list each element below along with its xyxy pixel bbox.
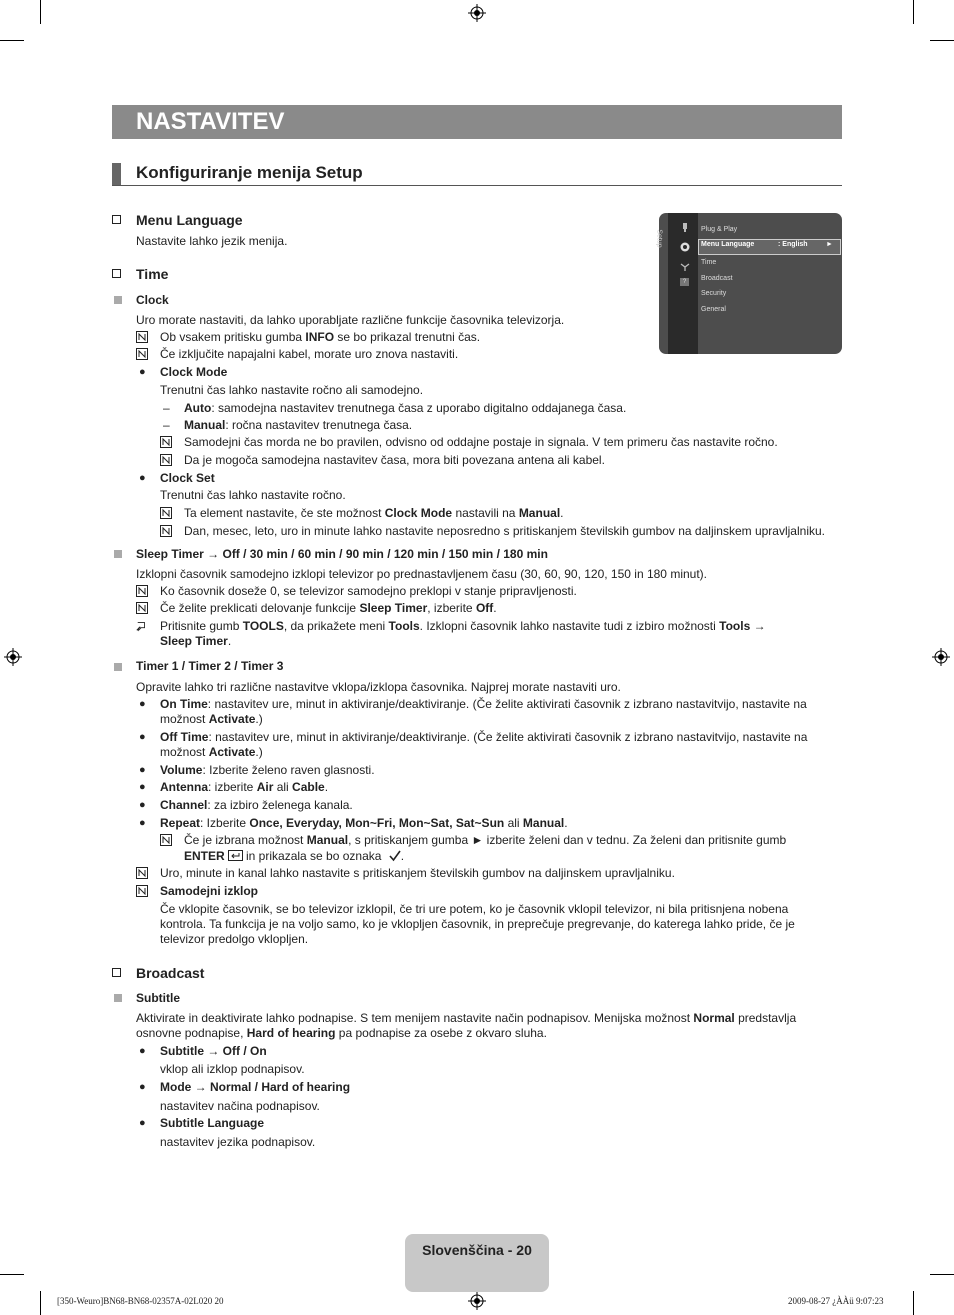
osd-arrow-right-icon: ► (826, 241, 833, 248)
auto-off-text: Če vklopite časovnik, se bo televizor izklopil, če tri ure potem, ko je časovnik vklopil televizor, ni bila pritisnjena nobena kontrola. Ta funkcija je na voljo samo, ko je vklopljen časovnik, in preprečuje pregrevanje, do katerega lahko pride, če je televizor predolgo vklopljen. (160, 902, 795, 946)
note-icon (136, 885, 148, 897)
checkmark-icon (389, 850, 401, 861)
clock-mode-note-2: Da je mogoča samodejna nastavitev časa, mora biti povezana antena ali kabel. (184, 453, 605, 467)
clock-set-note-2: Dan, mesec, leto, uro in minute lahko nastavite neposredno s pritiskanjem številskih gumbov na daljinskem upravljalniku. (184, 524, 825, 538)
crop-mark (930, 40, 954, 41)
page-number: Slovenščina - 20 (422, 1242, 532, 1258)
square-bullet-icon (114, 550, 122, 558)
square-bullet-icon (114, 994, 122, 1002)
square-bullet-icon (114, 663, 122, 671)
osd-item-menu-language: Menu Language (701, 241, 755, 248)
subtitle-onoff-text: vklop ali izklop podnapisov. (160, 1062, 305, 1076)
osd-item-time: Time (701, 259, 717, 266)
subtitle-language-text: nastavitev jezika podnapisov. (160, 1135, 316, 1149)
registration-mark-icon (932, 648, 950, 666)
divider (112, 185, 842, 186)
subtitle-mode-heading: Mode → Normal / Hard of hearing (160, 1080, 351, 1094)
crop-mark (913, 1291, 914, 1315)
subtitle-heading: Subtitle (136, 991, 180, 1005)
clock-mode-heading: Clock Mode (160, 365, 228, 379)
clock-heading: Clock (136, 293, 169, 307)
sleep-timer-text: Izklopni časovnik samodejno izklopi televizor po prednastavljenem času (30, 60, 90, 120, 150 in 180 minut). (136, 567, 707, 581)
clock-set-text: Trenutni čas lahko nastavite ročno. (160, 488, 346, 502)
registration-mark-icon (4, 648, 22, 666)
auto-off-heading: Samodejni izklop (160, 884, 259, 898)
osd-item-general: General (701, 306, 726, 313)
clock-mode-note-1: Samodejni čas morda ne bo pravilen, odvisno od oddajne postaje in signala. V tem primeru čas nastavite ročno. (184, 435, 778, 449)
bullet-icon: ● (139, 781, 146, 793)
registration-mark-icon (468, 1292, 486, 1310)
sleep-timer-tools-note-cont: Sleep Timer. (160, 634, 232, 648)
timer-on-time-cont: možnost Activate.) (160, 712, 263, 726)
subtitle-mode-text: nastavitev načina podnapisov. (160, 1099, 320, 1113)
bullet-icon: ● (139, 698, 146, 710)
menu-language-heading: Menu Language (136, 212, 243, 228)
timer-repeat-note-cont: ENTER in prikazala se bo oznaka . (184, 849, 405, 863)
timer-repeat: Repeat: Izberite Once, Everyday, Mon~Fri, Mon~Sat, Sat~Sun ali Manual. (160, 816, 568, 830)
time-heading: Time (136, 266, 169, 282)
square-bullet-icon (114, 296, 122, 304)
clock-text: Uro morate nastaviti, da lahko uporabljate različne funkcije časovnika televizorja. (136, 313, 565, 327)
note-icon (136, 585, 148, 597)
subtitle-text: Aktivirate in deaktivirate lahko podnapise. S tem menijem nastavite način podnapisov. Menijska možnost Normal predstavlja osnovne podnapise, Hard of hearing pa podnapise za osebe z okvaro sluha. (136, 1011, 797, 1040)
sleep-timer-tools-note: Pritisnite gumb TOOLS, da prikažete meni Tools. Izklopni časovnik lahko nastavite tudi z izbiro možnosti Tools → (160, 619, 766, 633)
antenna-icon (680, 262, 690, 271)
section-marker (112, 163, 121, 185)
enter-icon (228, 850, 243, 861)
gear-icon (679, 241, 691, 253)
note-icon (160, 525, 172, 537)
note-icon (136, 331, 148, 343)
title-bar (112, 105, 842, 139)
note-icon (136, 867, 148, 879)
bullet-icon: ● (139, 731, 146, 743)
bullet-icon: ● (139, 366, 146, 378)
broadcast-heading: Broadcast (136, 965, 205, 981)
note-icon (160, 436, 172, 448)
clock-set-heading: Clock Set (160, 471, 215, 485)
subtitle-language-heading: Subtitle Language (160, 1116, 265, 1130)
osd-item-broadcast: Broadcast (701, 275, 733, 282)
note-icon (160, 507, 172, 519)
help-icon: ? (680, 278, 689, 286)
note-icon (160, 454, 172, 466)
crop-mark (0, 1274, 24, 1275)
note-icon (160, 834, 172, 846)
checkbox-bullet-icon (112, 269, 121, 278)
print-info-right: 2009-08-27 ¿ÀÀü 9:07:23 (788, 1296, 884, 1306)
timer-repeat-note: Če je izbrana možnost Manual, s pritiskanjem gumba ► izberite želeni dan v tednu. Za želeni dan pritisnite gumb (184, 833, 787, 847)
page-number-tab (405, 1234, 549, 1292)
timer-off-time: Off Time: nastavitev ure, minut in aktiviranje/deaktiviranje. (Če želite aktivirati časovnik z izbrano nastavitvijo, nastavite na (160, 730, 808, 744)
setup-menu-osd (655, 213, 842, 354)
bullet-icon: ● (139, 1045, 146, 1057)
osd-item-plug-play: Plug & Play (701, 226, 738, 233)
crop-mark (913, 0, 914, 24)
dash: – (163, 401, 170, 415)
plug-icon (680, 222, 690, 232)
clock-mode-auto: Auto: samodejna nastavitev trenutnega časa z uporabo digitalno oddajanega časa. (184, 401, 627, 415)
crop-mark (930, 1274, 954, 1275)
section-title: Konfiguriranje menija Setup (136, 163, 363, 182)
timer-antenna: Antenna: izberite Air ali Cable. (160, 780, 329, 794)
menu-language-text: Nastavite lahko jezik menija. (136, 234, 288, 248)
sleep-timer-heading: Sleep Timer → Off / 30 min / 60 min / 90 min / 120 min / 150 min / 180 min (136, 547, 548, 561)
timer-heading: Timer 1 / Timer 2 / Timer 3 (136, 659, 284, 673)
crop-mark (0, 40, 24, 41)
print-info-left: [350-Weuro]BN68-BN68-02357A-02L020 20 (57, 1296, 224, 1306)
clock-note-2: Če izključite napajalni kabel, morate uro znova nastaviti. (160, 347, 459, 361)
sleep-timer-note-1: Ko časovnik doseže 0, se televizor samodejno preklopi v stanje pripravljenosti. (160, 584, 577, 598)
timer-channel: Channel: za izbiro želenega kanala. (160, 798, 353, 812)
registration-mark-icon (468, 4, 486, 22)
osd-item-value: : English (778, 241, 808, 248)
clock-set-note-1: Ta element nastavite, če ste možnost Clock Mode nastavili na Manual. (184, 506, 564, 520)
bullet-icon: ● (139, 799, 146, 811)
dash: – (163, 418, 170, 432)
timer-off-time-cont: možnost Activate.) (160, 745, 263, 759)
timer-on-time: On Time: nastavitev ure, minut in aktiviranje/deaktiviranje. (Če želite aktivirati časovnik z izbrano nastavitvijo, nastavite na (160, 697, 807, 711)
clock-mode-text: Trenutni čas lahko nastavite ročno ali samodejno. (160, 383, 424, 397)
subtitle-onoff-heading: Subtitle → Off / On (160, 1044, 267, 1058)
bullet-icon: ● (139, 817, 146, 829)
timer-number-note: Uro, minute in kanal lahko nastavite s pritiskanjem številskih gumbov na daljinskem upravljalniku. (160, 866, 675, 880)
checkbox-bullet-icon (112, 215, 121, 224)
clock-mode-manual: Manual: ročna nastavitev trenutnega časa. (184, 418, 413, 432)
bullet-icon: ● (139, 764, 146, 776)
crop-mark (40, 1291, 41, 1315)
sleep-timer-note-2: Če želite preklicati delovanje funkcije Sleep Timer, izberite Off. (160, 601, 497, 615)
note-icon (136, 602, 148, 614)
osd-item-security: Security (701, 290, 727, 297)
crop-mark (40, 0, 41, 24)
page-title: NASTAVITEV (136, 108, 285, 135)
bullet-icon: ● (139, 1117, 146, 1129)
note-icon (136, 348, 148, 360)
clock-note-1: Ob vsakem pritisku gumba INFO se bo prikazal trenutni čas. (160, 330, 481, 344)
checkbox-bullet-icon (112, 968, 121, 977)
timer-volume: Volume: Izberite želeno raven glasnosti. (160, 763, 375, 777)
tools-icon (136, 620, 148, 632)
timer-text: Opravite lahko tri različne nastavitve vklopa/izklopa časovnika. Najprej morate nastaviti uro. (136, 680, 621, 694)
bullet-icon: ● (139, 1081, 146, 1093)
osd-title: Setup (655, 229, 663, 248)
bullet-icon: ● (139, 472, 146, 484)
